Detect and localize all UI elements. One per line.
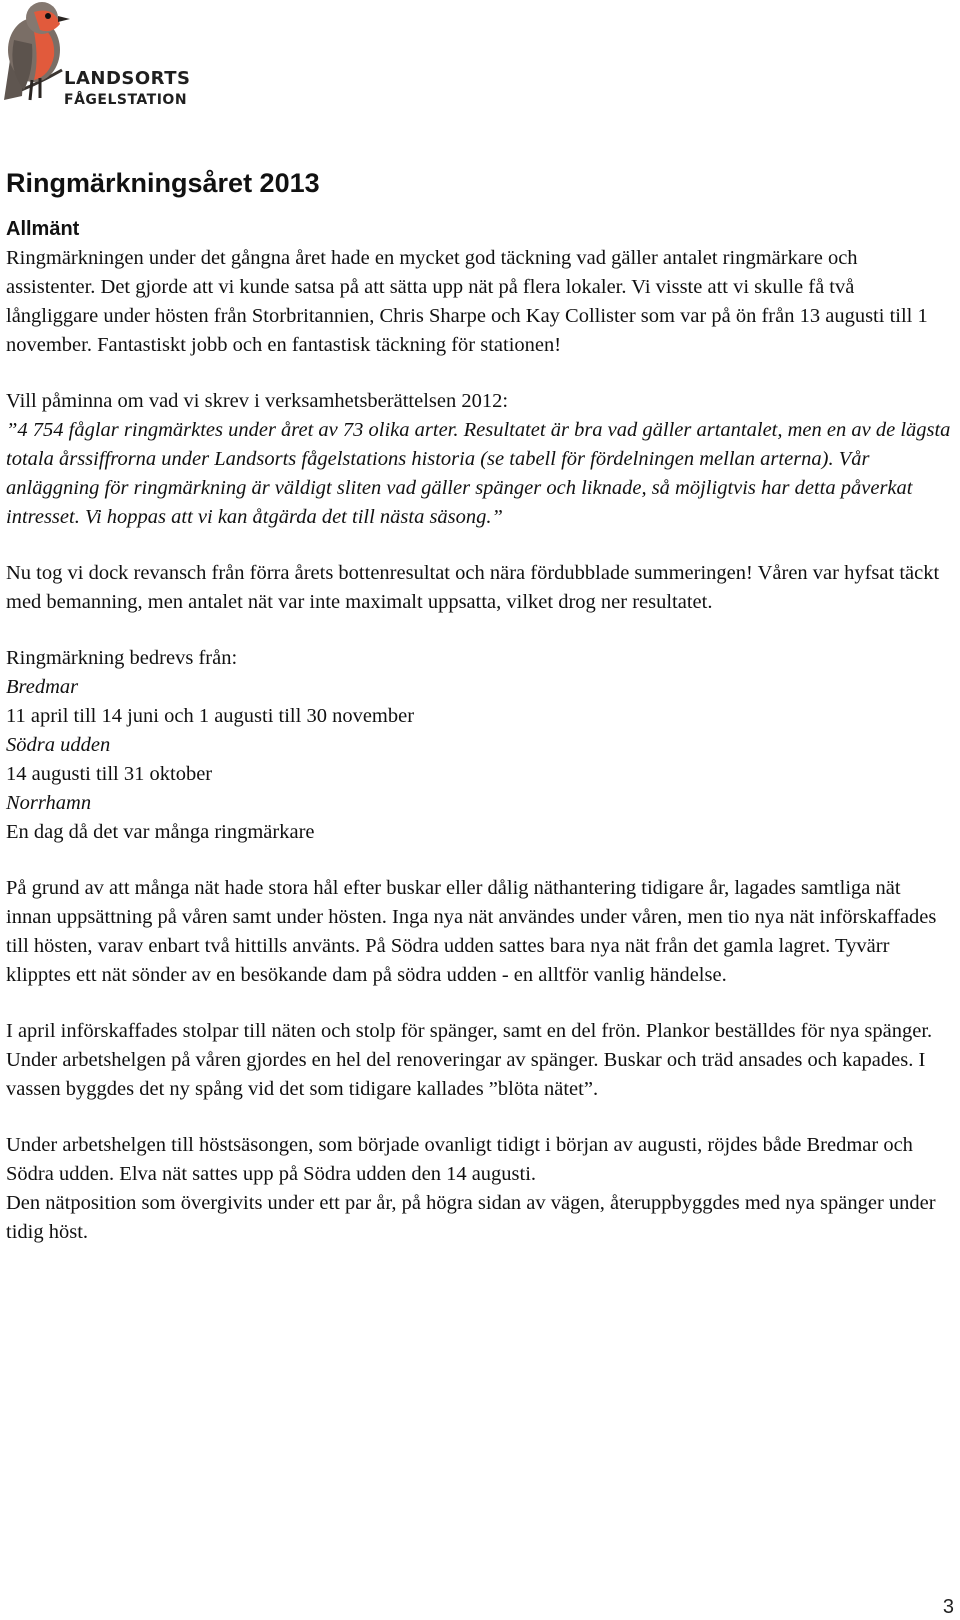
location-period: 11 april till 14 juni och 1 augusti till 30 november <box>6 705 415 727</box>
paragraph-2012-reminder <box>6 387 951 532</box>
paragraph-staffing: Ringmärkningen under det gångna året hade en mycket god täckning vad gäller antalet ringmärkare och assistenter. Det gjorde att vi kunde satsa på att sätta upp nät på flera lokaler. Vi visste att vi skulle få två långliggare under hösten från Storbritannien, Chris Sharpe och Kay Collister som var på ön från 13 augusti till 1 november. Fantastiskt jobb och en fantastisk täckning för stationen! <box>6 247 928 356</box>
page-number: 3 <box>942 1596 954 1618</box>
logo-text-line2: FÅGELSTATION <box>64 92 188 108</box>
page-title: Ringmärkningsåret 2013 <box>6 168 320 198</box>
section-heading: Allmänt <box>6 218 80 240</box>
location-name: Norrhamn <box>6 792 92 814</box>
location-period: 14 augusti till 31 oktober <box>6 763 213 785</box>
paragraph-autumn-workday: Under arbetshelgen till höstsäsongen, som började ovanligt tidigt i början av augusti, röjdes både Bredmar och Södra udden. Elva nät sattes upp på Södra udden den 14 augusti. <box>6 1134 913 1185</box>
reminder-intro: Vill påminna om vad vi skrev i verksamhetsberättelsen 2012: <box>6 390 509 412</box>
paragraph-net-position: Den nätposition som övergivits under ett par år, på högra sidan av vägen, återuppbyggdes med nya spänger under tidig höst. <box>6 1192 936 1243</box>
paragraph-revenge: Nu tog vi dock revansch från förra årets bottenresultat och nära fördubblade summeringen! Våren var hyfsat täckt med bemanning, men antalet nät var inte maximalt uppsatta, vilket drog ner resultatet. <box>6 562 940 613</box>
location-period: En dag då det var många ringmärkare <box>6 821 315 843</box>
location-name: Bredmar <box>6 676 79 698</box>
reminder-quote: ”4 754 fåglar ringmärktes under året av 73 olika arter. Resultatet är bra vad gäller artantalet, men en av de lägsta totala årssiffrorna under Landsorts fågelstations historia (se tabell för fördelningen mellan arterna). Vår anläggning för ringmärkning är väldigt sliten vad gäller spänger och liknade, så möjligtvis har detta påverkat intresset. Vi hoppas att vi kan åtgärda det till nästa säsong.” <box>6 419 951 528</box>
paragraph-nets: På grund av att många nät hade stora hål efter buskar eller dålig näthantering tidigare år, lagades samtliga nät innan uppsättning på våren samt under hösten. Inga nya nät användes under våren, men tio nya nät införskaffades till hösten, varav enbart två hittills använts. På Södra udden sattes bara nya nät från det gamla lagret. Tyvärr klipptes ett nät sönder av en besökande dam på södra udden - en alltför vanlig händelse. <box>6 877 937 986</box>
document-body <box>6 244 951 1247</box>
station-logo <box>4 0 204 120</box>
paragraph-april: I april införskaffades stolpar till näten och stolp för spänger, samt en del frön. Plankor beställdes för nya spänger. Under arbetshelgen på våren gjordes en hel del renoveringar av spänger. Buskar och träd ansades och kapades. I vassen byggdes det ny spång vid det som tidigare kallades ”blöta nätet”. <box>6 1020 933 1100</box>
locations-intro: Ringmärkning bedrevs från: <box>6 647 238 669</box>
ringing-locations <box>6 644 951 847</box>
logo-text-line1: LANDSORTS <box>64 68 191 89</box>
location-name: Södra udden <box>6 734 111 756</box>
